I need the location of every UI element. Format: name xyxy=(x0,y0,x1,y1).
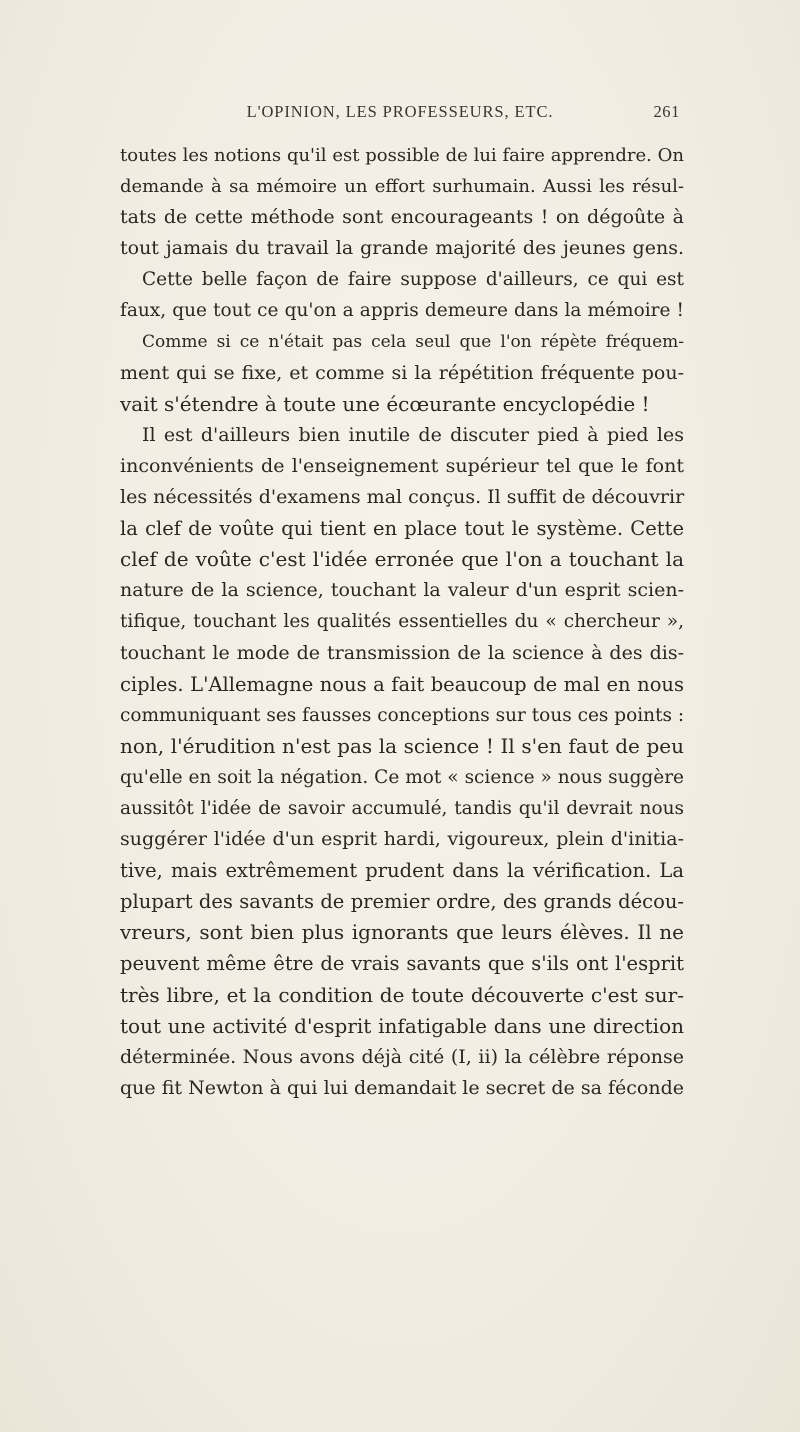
text-line: nature de la science, touchant la valeur d'un esprit scien- xyxy=(120,579,684,602)
text-line: qu'elle en soit la négation. Ce mot « science » nous suggère xyxy=(120,766,684,788)
text-line: Comme si ce n'était pas cela seul que l'on répète fréquem- xyxy=(142,331,684,352)
running-head xyxy=(120,102,680,128)
text-line: non, l'érudition n'est pas la science ! Il s'en faut de peu xyxy=(120,733,684,758)
text-line: peuvent même être de vrais savants que s'ils ont l'esprit xyxy=(120,952,684,976)
text-line: vait s'étendre à toute une écœurante encyclopédie ! xyxy=(120,391,650,416)
text-line: tive, mais extrêmement prudent dans la vérification. La xyxy=(120,859,684,883)
text-line: très libre, et la condition de toute découverte c'est sur- xyxy=(120,982,684,1007)
text-line: ciples. L'Allemagne nous a fait beaucoup de mal en nous xyxy=(120,672,684,696)
text-line: Cette belle façon de faire suppose d'ailleurs, ce qui est xyxy=(142,269,684,291)
text-line: faux, que tout ce qu'on a appris demeure dans la mémoire ! xyxy=(120,300,684,322)
text-line: toutes les notions qu'il est possible de lui faire apprendre. On xyxy=(120,145,684,166)
text-line: tout jamais du travail la grande majorité des jeunes gens. xyxy=(120,237,684,260)
text-line: tout une activité d'esprit infatigable dans une direction xyxy=(120,1013,684,1038)
text-line: inconvénients de l'enseignement supérieur tel que le font xyxy=(120,454,684,477)
text-line: aussitôt l'idée de savoir accumulé, tandis qu'il devrait nous xyxy=(120,797,684,819)
text-line: vreurs, sont bien plus ignorants que leurs élèves. Il ne xyxy=(120,920,684,945)
text-line: plupart des savants de premier ordre, des grands décou- xyxy=(120,890,684,914)
text-line: tats de cette méthode sont encourageants ! on dégoûte à xyxy=(120,206,684,229)
text-line: déterminée. Nous avons déjà cité (I, ii) la célèbre réponse xyxy=(120,1045,684,1068)
text-line: suggérer l'idée d'un esprit hardi, vigoureux, plein d'initia- xyxy=(120,828,684,851)
running-title: L'OPINION, LES PROFESSEURS, ETC. xyxy=(246,102,554,121)
page-number: 261 xyxy=(653,102,680,121)
text-line: communiquant ses fausses conceptions sur tous ces points : xyxy=(120,704,685,726)
text-line: Il est d'ailleurs bien inutile de discuter pied à pied les xyxy=(142,423,684,446)
body-text xyxy=(120,140,684,1104)
text-line: les nécessités d'examens mal conçus. Il suffit de découvrir xyxy=(120,486,685,509)
text-line: que fit Newton à qui lui demandait le secret de sa féconde xyxy=(120,1076,684,1099)
text-line: ment qui se fixe, et comme si la répétition fréquente pou- xyxy=(120,361,684,384)
text-line: la clef de voûte qui tient en place tout le système. Cette xyxy=(120,517,684,541)
text-line: touchant le mode de transmission de la science à des dis- xyxy=(120,641,684,664)
text-line: demande à sa mémoire un effort surhumain. Aussi les résul- xyxy=(120,176,684,198)
text-line: tifique, touchant les qualités essentielles du « chercheur », xyxy=(120,611,684,633)
text-line: clef de voûte c'est l'idée erronée que l'on a touchant la xyxy=(120,547,684,572)
